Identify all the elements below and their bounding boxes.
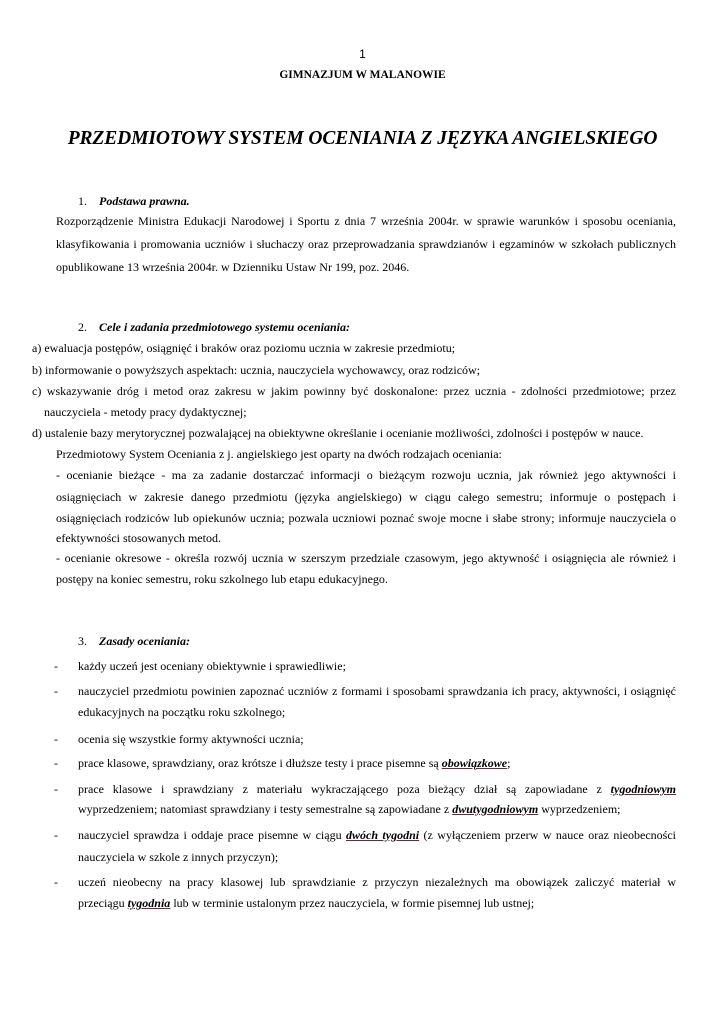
section-2-heading: [78, 320, 350, 335]
school-name: GIMNAZJUM W MALANOWIE: [279, 69, 446, 81]
list-item: c) wskazywanie dróg i metod oraz zakresu w jakim powinny być doskonalone: przez ucznia - zdolności przedmiotowe; przez: [32, 384, 676, 398]
paragraph-line: efektywności stosowanych metod.: [56, 531, 221, 545]
rule-text: przeciągu: [78, 896, 128, 910]
paragraph-line: postępy na koniec semestru, roku szkolnego lub etapu edukacyjnego.: [56, 572, 388, 586]
rule-item-continuation: [78, 802, 621, 817]
emphasized-term: tygodniowym: [610, 782, 676, 796]
rule-text: wyprzedzeniem;: [538, 802, 621, 816]
paragraph-line: Przedmiotowy System Oceniania z j. angielskiego jest oparty na dwóch rodzajach oceniania:: [56, 447, 502, 461]
rule-item-continuation: edukacyjnych na początku roku szkolnego;: [78, 705, 286, 719]
emphasized-term: dwóch tygodni: [346, 828, 420, 842]
rule-item-continuation: [78, 896, 534, 911]
bullet-dash: -: [54, 828, 58, 842]
rule-item: ocenia się wszystkie formy aktywności ucznia;: [78, 732, 304, 746]
rule-text: prace klasowe, sprawdziany, oraz krótsze i dłuższe testy i prace pisemne są: [78, 756, 442, 770]
rule-text: wyprzedzeniem; natomiast sprawdziany i testy semestralne są zapowiadane z: [78, 802, 453, 816]
paragraph-line: osiągnięciach w zakresie danego przedmiotu (języka angielskiego) w ciągu całego semestru; informuje o postępach i: [56, 490, 676, 504]
list-item: b) informowanie o powyższych aspektach: ucznia, nauczyciela wychowawcy, oraz rodziców;: [32, 363, 481, 377]
list-item: a) ewaluacja postępów, osiągnięć i braków oraz poziomu ucznia w zakresie przedmiotu;: [32, 341, 456, 355]
paragraph-line: Rozporządzenie Ministra Edukacji Narodowej i Sportu z dnia 7 września 2004r. w sprawie warunków i sposobu oceniania,: [56, 214, 676, 228]
section-number: 2.: [78, 320, 87, 334]
rule-text: nauczyciel sprawdza i oddaje prace pisemne w ciągu: [78, 828, 346, 842]
section-number: 1.: [78, 194, 87, 208]
bullet-dash: -: [54, 756, 58, 770]
rule-item: [78, 782, 676, 797]
rule-text: prace klasowe i sprawdziany z materiału wykraczającego poza bieżący dział są zapowiadane z: [78, 782, 611, 796]
section-title: Podstawa prawna.: [99, 194, 190, 208]
rule-item: nauczyciel przedmiotu powinien zapoznać uczniów z formami i sposobami sprawdzania ich pracy, aktywności, i osiągnięć: [78, 684, 676, 698]
section-1-heading: [78, 194, 190, 209]
bullet-dash: -: [54, 659, 58, 673]
paragraph-line: osiągnięciach rodziców lub opiekunów ucznia; pozwala uczniowi poznać swoje mocne i słabe strony; informuje nauczyciela o: [56, 511, 676, 525]
list-item: d) ustalenie bazy merytorycznej pozwalającej na obiektywne określanie i ocenianie możliwości, zdolności i postępów w nauce.: [32, 426, 644, 440]
page-number: 1: [359, 47, 366, 61]
section-3-heading: [78, 634, 190, 649]
paragraph-line: klasyfikowania i promowania uczniów i słuchaczy oraz przeprowadzania sprawdzianów i egzaminów w szkołach publicznych: [56, 237, 676, 251]
rule-item: [78, 756, 510, 771]
emphasized-term: dwutygodniowym: [452, 802, 539, 816]
emphasized-term: obowiązkowe: [441, 756, 508, 770]
rule-item: [78, 828, 676, 843]
rule-item-continuation: nauczyciela w szkole z innych przyczyn);: [78, 850, 279, 864]
emphasized-term: tygodnia: [127, 896, 171, 910]
paragraph-line: opublikowane 13 września 2004r. w Dzienniku Ustaw Nr 199, poz. 2046.: [56, 260, 410, 274]
paragraph-line: - ocenianie okresowe - określa rozwój ucznia w szerszym przedziale czasowym, jego aktywność i osiągnięcia ale również i: [56, 551, 676, 565]
section-title: Cele i zadania przedmiotowego systemu oceniania:: [99, 320, 350, 334]
bullet-dash: -: [54, 684, 58, 698]
document-title: PRZEDMIOTOWY SYSTEM OCENIANIA Z JĘZYKA ANGIELSKIEGO: [67, 128, 658, 149]
section-number: 3.: [78, 634, 87, 648]
paragraph-line: - ocenianie bieżące - ma za zadanie dostarczać informacji o bieżącym rozwoju ucznia, jak również jego aktywności i: [56, 468, 676, 482]
rule-text: ;: [507, 756, 511, 770]
bullet-dash: -: [54, 782, 58, 796]
rule-text: lub w terminie ustalonym przez nauczyciela, w formie pisemnej lub ustnej;: [170, 896, 535, 910]
rule-item: uczeń nieobecny na pracy klasowej lub sprawdzianie z przyczyn niezależnych ma obowiązek zaliczyć materiał w: [78, 875, 676, 889]
rule-text: (z wyłączeniem przerw w nauce oraz nieobecności: [419, 828, 676, 842]
section-title: Zasady oceniania:: [99, 634, 190, 648]
bullet-dash: -: [54, 875, 58, 889]
list-item-continuation: nauczyciela - metody pracy dydaktycznej;: [44, 405, 247, 419]
bullet-dash: -: [54, 732, 58, 746]
rule-item: każdy uczeń jest oceniany obiektywnie i sprawiedliwie;: [78, 659, 346, 673]
